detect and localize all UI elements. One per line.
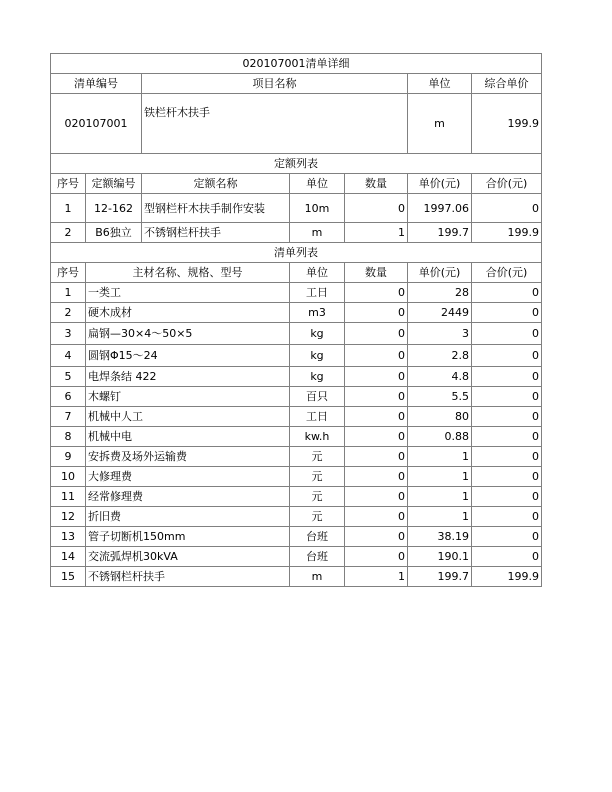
material-name: 安拆费及场外运输费 <box>86 447 290 467</box>
material-total: 0 <box>472 345 542 367</box>
material-name: 大修理费 <box>86 467 290 487</box>
material-price: 1 <box>408 507 472 527</box>
material-qty: 0 <box>345 527 408 547</box>
bill-code-header: 清单编号 <box>51 74 142 94</box>
bill-price: 199.9 <box>472 94 542 154</box>
material-total: 0 <box>472 507 542 527</box>
material-name: 硬木成材 <box>86 303 290 323</box>
material-row <box>51 303 542 323</box>
material-qty: 0 <box>345 323 408 345</box>
material-unit: 台班 <box>290 527 345 547</box>
material-header-no: 序号 <box>51 263 86 283</box>
material-price: 199.7 <box>408 567 472 587</box>
material-price: 1 <box>408 447 472 467</box>
material-row <box>51 323 542 345</box>
table-title: 020107001清单详细 <box>51 54 542 74</box>
material-row <box>51 367 542 387</box>
material-price: 4.8 <box>408 367 472 387</box>
quota-total: 0 <box>472 194 542 223</box>
material-unit: 元 <box>290 487 345 507</box>
material-total: 0 <box>472 407 542 427</box>
material-unit: 台班 <box>290 547 345 567</box>
material-name: 一类工 <box>86 283 290 303</box>
quota-qty: 1 <box>345 223 408 243</box>
material-qty: 0 <box>345 447 408 467</box>
material-qty: 0 <box>345 427 408 447</box>
material-qty: 0 <box>345 367 408 387</box>
material-price: 190.1 <box>408 547 472 567</box>
quota-no: 2 <box>51 223 86 243</box>
material-name: 折旧费 <box>86 507 290 527</box>
material-name: 电焊条结 422 <box>86 367 290 387</box>
material-price: 2.8 <box>408 345 472 367</box>
material-price: 28 <box>408 283 472 303</box>
material-qty: 0 <box>345 387 408 407</box>
material-qty: 0 <box>345 283 408 303</box>
material-unit: 百只 <box>290 387 345 407</box>
material-no: 7 <box>51 407 86 427</box>
material-unit: 元 <box>290 467 345 487</box>
material-qty: 0 <box>345 467 408 487</box>
material-no: 10 <box>51 467 86 487</box>
material-name: 机械中电 <box>86 427 290 447</box>
material-header-name: 主材名称、规格、型号 <box>86 263 290 283</box>
material-row <box>51 487 542 507</box>
material-no: 1 <box>51 283 86 303</box>
material-name: 圆钢Φ15～24 <box>86 345 290 367</box>
material-no: 9 <box>51 447 86 467</box>
material-qty: 1 <box>345 567 408 587</box>
material-row <box>51 447 542 467</box>
quota-header-unit: 单位 <box>290 174 345 194</box>
material-no: 13 <box>51 527 86 547</box>
material-price: 1 <box>408 487 472 507</box>
material-name: 管子切断机150mm <box>86 527 290 547</box>
material-name: 机械中人工 <box>86 407 290 427</box>
material-qty: 0 <box>345 303 408 323</box>
material-row <box>51 407 542 427</box>
material-section-title: 清单列表 <box>51 243 542 263</box>
material-unit: 元 <box>290 447 345 467</box>
quota-header-price: 单价(元) <box>408 174 472 194</box>
material-row <box>51 467 542 487</box>
material-total: 0 <box>472 387 542 407</box>
bill-name: 铁栏杆木扶手 <box>142 94 408 154</box>
quota-header-no: 序号 <box>51 174 86 194</box>
quota-price: 199.7 <box>408 223 472 243</box>
material-total: 199.9 <box>472 567 542 587</box>
material-no: 12 <box>51 507 86 527</box>
material-total: 0 <box>472 303 542 323</box>
material-row <box>51 427 542 447</box>
quota-header-name: 定额名称 <box>142 174 290 194</box>
quota-header-code: 定额编号 <box>86 174 142 194</box>
material-unit: 元 <box>290 507 345 527</box>
material-total: 0 <box>472 467 542 487</box>
material-no: 2 <box>51 303 86 323</box>
material-unit: 工日 <box>290 407 345 427</box>
material-header-price: 单价(元) <box>408 263 472 283</box>
material-no: 5 <box>51 367 86 387</box>
material-row <box>51 567 542 587</box>
material-row <box>51 345 542 367</box>
material-price: 0.88 <box>408 427 472 447</box>
material-row <box>51 527 542 547</box>
material-name: 经常修理费 <box>86 487 290 507</box>
material-no: 4 <box>51 345 86 367</box>
quota-qty: 0 <box>345 194 408 223</box>
material-name: 扁钢—30×4～50×5 <box>86 323 290 345</box>
material-total: 0 <box>472 487 542 507</box>
material-unit: m <box>290 567 345 587</box>
material-qty: 0 <box>345 345 408 367</box>
material-row <box>51 387 542 407</box>
material-qty: 0 <box>345 547 408 567</box>
quota-price: 1997.06 <box>408 194 472 223</box>
material-row <box>51 547 542 567</box>
material-name: 木螺钉 <box>86 387 290 407</box>
material-qty: 0 <box>345 407 408 427</box>
material-header-total: 合价(元) <box>472 263 542 283</box>
quota-unit: m <box>290 223 345 243</box>
material-no: 6 <box>51 387 86 407</box>
material-total: 0 <box>472 323 542 345</box>
quota-total: 199.9 <box>472 223 542 243</box>
material-total: 0 <box>472 367 542 387</box>
quota-name: 型钢栏杆木扶手制作安装 <box>142 194 290 223</box>
material-total: 0 <box>472 447 542 467</box>
material-total: 0 <box>472 283 542 303</box>
bill-name-header: 项目名称 <box>142 74 408 94</box>
material-unit: kw.h <box>290 427 345 447</box>
material-header-unit: 单位 <box>290 263 345 283</box>
material-no: 3 <box>51 323 86 345</box>
material-qty: 0 <box>345 507 408 527</box>
material-qty: 0 <box>345 487 408 507</box>
material-row <box>51 507 542 527</box>
material-name: 不锈钢栏杆扶手 <box>86 567 290 587</box>
bill-detail-table <box>50 53 542 587</box>
bill-code: 020107001 <box>51 94 142 154</box>
material-unit: kg <box>290 345 345 367</box>
quota-code: 12-162 <box>86 194 142 223</box>
material-price: 5.5 <box>408 387 472 407</box>
material-no: 11 <box>51 487 86 507</box>
quota-no: 1 <box>51 194 86 223</box>
material-price: 2449 <box>408 303 472 323</box>
quota-section-title: 定额列表 <box>51 154 542 174</box>
material-price: 1 <box>408 467 472 487</box>
quota-header-qty: 数量 <box>345 174 408 194</box>
material-price: 3 <box>408 323 472 345</box>
material-total: 0 <box>472 427 542 447</box>
material-total: 0 <box>472 527 542 547</box>
material-name: 交流弧焊机30kVA <box>86 547 290 567</box>
material-unit: kg <box>290 323 345 345</box>
quota-header-total: 合价(元) <box>472 174 542 194</box>
bill-unit-header: 单位 <box>408 74 472 94</box>
material-no: 8 <box>51 427 86 447</box>
material-unit: 工日 <box>290 283 345 303</box>
material-total: 0 <box>472 547 542 567</box>
quota-code: B6独立 <box>86 223 142 243</box>
quota-unit: 10m <box>290 194 345 223</box>
material-unit: kg <box>290 367 345 387</box>
bill-unit: m <box>408 94 472 154</box>
quota-name: 不锈钢栏杆扶手 <box>142 223 290 243</box>
material-unit: m3 <box>290 303 345 323</box>
material-row <box>51 283 542 303</box>
bill-price-header: 综合单价 <box>472 74 542 94</box>
material-price: 38.19 <box>408 527 472 547</box>
material-no: 15 <box>51 567 86 587</box>
material-header-qty: 数量 <box>345 263 408 283</box>
material-price: 80 <box>408 407 472 427</box>
material-no: 14 <box>51 547 86 567</box>
